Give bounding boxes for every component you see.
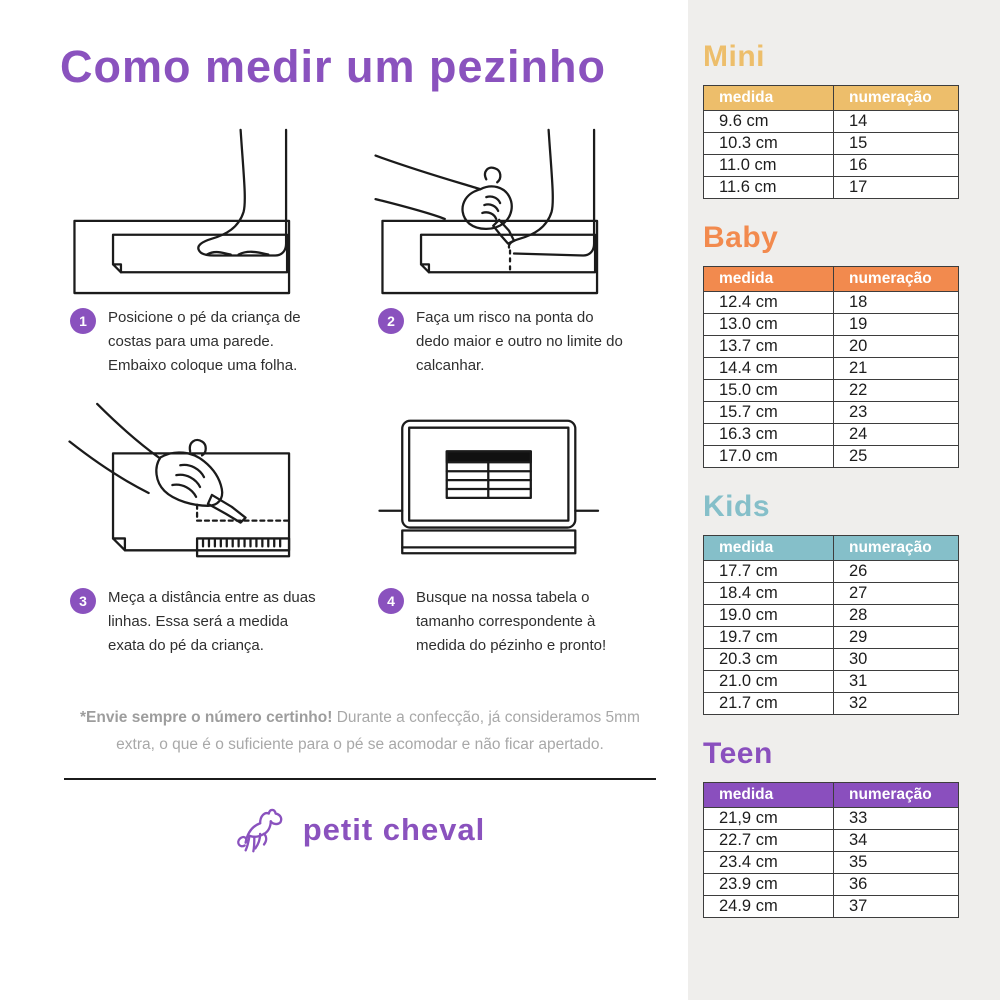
size-cell: 23.9 cm: [704, 874, 834, 896]
size-cell: 21.7 cm: [704, 693, 834, 715]
step-4-caption: [368, 586, 660, 658]
size-table-mini: [703, 85, 959, 199]
size-cell: 11.6 cm: [704, 177, 834, 199]
size-cell: 16.3 cm: [704, 424, 834, 446]
step-3-number-badge: 3: [70, 588, 96, 614]
size-row: [704, 424, 959, 446]
size-table-kids: [703, 535, 959, 715]
size-section-teen: [703, 737, 958, 918]
size-row: [704, 402, 959, 424]
size-cell: 23.4 cm: [704, 852, 834, 874]
size-cell: 35: [834, 852, 959, 874]
size-cell: 21.0 cm: [704, 671, 834, 693]
sizing-note-rest: Durante a confecção, já consideramos 5mm extra, o que é o suficiente para o pé se acomodar e não ficar apertado.: [116, 708, 640, 753]
size-cell: 19.7 cm: [704, 627, 834, 649]
size-cell: 36: [834, 874, 959, 896]
size-cell: 28: [834, 605, 959, 627]
size-row: [704, 446, 959, 468]
size-cell: 15.7 cm: [704, 402, 834, 424]
size-row: [704, 133, 959, 155]
size-row: [704, 896, 959, 918]
size-cell: 17.0 cm: [704, 446, 834, 468]
column-header: numeração: [834, 536, 959, 561]
size-row: [704, 380, 959, 402]
step-2: [368, 120, 660, 378]
size-cell: 17: [834, 177, 959, 199]
size-cell: 19.0 cm: [704, 605, 834, 627]
size-section-baby: [703, 221, 958, 468]
size-row: [704, 852, 959, 874]
size-cell: 31: [834, 671, 959, 693]
size-row: [704, 874, 959, 896]
brand-name: petit cheval: [302, 811, 486, 847]
size-cell: 15: [834, 133, 959, 155]
size-row: [704, 808, 959, 830]
horse-icon: [235, 804, 293, 856]
size-row: [704, 292, 959, 314]
size-cell: 37: [834, 896, 959, 918]
hand-marking-toe-illustration: [368, 120, 658, 298]
column-header: medida: [704, 267, 834, 292]
size-section-kids: [703, 490, 958, 715]
size-cell: 16: [834, 155, 959, 177]
column-header: medida: [704, 536, 834, 561]
column-header: medida: [704, 783, 834, 808]
size-cell: 27: [834, 583, 959, 605]
divider-line: [64, 778, 656, 780]
hand-drawing-line-with-ruler-illustration: [60, 400, 350, 578]
column-header: numeração: [834, 267, 959, 292]
step-4-number-badge: 4: [378, 588, 404, 614]
size-table-teen: [703, 782, 959, 918]
step-1: [60, 120, 352, 378]
column-header: numeração: [834, 783, 959, 808]
size-table-baby: [703, 266, 959, 468]
size-row: [704, 336, 959, 358]
size-cell: 10.3 cm: [704, 133, 834, 155]
size-cell: 33: [834, 808, 959, 830]
size-cell: 23: [834, 402, 959, 424]
brand-logo: [60, 804, 660, 856]
size-row: [704, 830, 959, 852]
size-row: [704, 627, 959, 649]
size-row: [704, 155, 959, 177]
size-row: [704, 111, 959, 133]
step-2-number-badge: 2: [378, 308, 404, 334]
size-cell: 24: [834, 424, 959, 446]
step-3-text: Meça a distância entre as duas linhas. Essa será a medida exata do pé da criança.: [108, 588, 316, 654]
size-cell: 13.0 cm: [704, 314, 834, 336]
size-cell: 26: [834, 561, 959, 583]
size-cell: 9.6 cm: [704, 111, 834, 133]
sizing-note-bold: *Envie sempre o número certinho!: [80, 708, 333, 726]
size-row: [704, 693, 959, 715]
size-cell: 24.9 cm: [704, 896, 834, 918]
size-row: [704, 314, 959, 336]
step-2-caption: [368, 306, 660, 378]
size-row: [704, 358, 959, 380]
step-1-caption: [60, 306, 352, 378]
size-cell: 20.3 cm: [704, 649, 834, 671]
steps-grid: [60, 120, 660, 658]
size-row: [704, 561, 959, 583]
step-3: [60, 400, 352, 658]
size-cell: 11.0 cm: [704, 155, 834, 177]
size-cell: 17.7 cm: [704, 561, 834, 583]
size-row: [704, 177, 959, 199]
column-header: medida: [704, 86, 834, 111]
column-header: numeração: [834, 86, 959, 111]
size-row: [704, 649, 959, 671]
size-tables-panel: [688, 0, 1000, 1000]
size-cell: 19: [834, 314, 959, 336]
size-group-title-baby: Baby: [703, 221, 779, 254]
size-cell: 18.4 cm: [704, 583, 834, 605]
size-cell: 34: [834, 830, 959, 852]
size-cell: 29: [834, 627, 959, 649]
step-4: [368, 400, 660, 658]
size-cell: 21: [834, 358, 959, 380]
size-cell: 22.7 cm: [704, 830, 834, 852]
size-group-title-teen: Teen: [703, 737, 773, 770]
size-cell: 18: [834, 292, 959, 314]
size-row: [704, 671, 959, 693]
size-group-title-mini: Mini: [703, 40, 765, 73]
step-1-text: Posicione o pé da criança de costas para uma parede. Embaixo coloque uma folha.: [108, 308, 301, 374]
size-cell: 21,9 cm: [704, 808, 834, 830]
size-cell: 14.4 cm: [704, 358, 834, 380]
size-cell: 13.7 cm: [704, 336, 834, 358]
sizing-note: [60, 704, 660, 758]
size-group-title-kids: Kids: [703, 490, 771, 523]
computer-with-size-table-illustration: [368, 400, 658, 578]
size-cell: 30: [834, 649, 959, 671]
step-1-number-badge: 1: [70, 308, 96, 334]
size-cell: 12.4 cm: [704, 292, 834, 314]
page-title: Como medir um pezinho: [60, 41, 607, 92]
step-2-text: Faça um risco na ponta do dedo maior e outro no limite do calcanhar.: [416, 308, 623, 374]
foot-on-paper-against-wall-illustration: [60, 120, 350, 298]
size-section-mini: [703, 40, 958, 199]
size-cell: 25: [834, 446, 959, 468]
size-cell: 14: [834, 111, 959, 133]
size-cell: 22: [834, 380, 959, 402]
size-cell: 15.0 cm: [704, 380, 834, 402]
size-cell: 32: [834, 693, 959, 715]
size-row: [704, 583, 959, 605]
size-row: [704, 605, 959, 627]
step-4-text: Busque na nossa tabela o tamanho correspondente à medida do pézinho e pronto!: [416, 588, 607, 654]
step-3-caption: [60, 586, 352, 658]
size-cell: 20: [834, 336, 959, 358]
